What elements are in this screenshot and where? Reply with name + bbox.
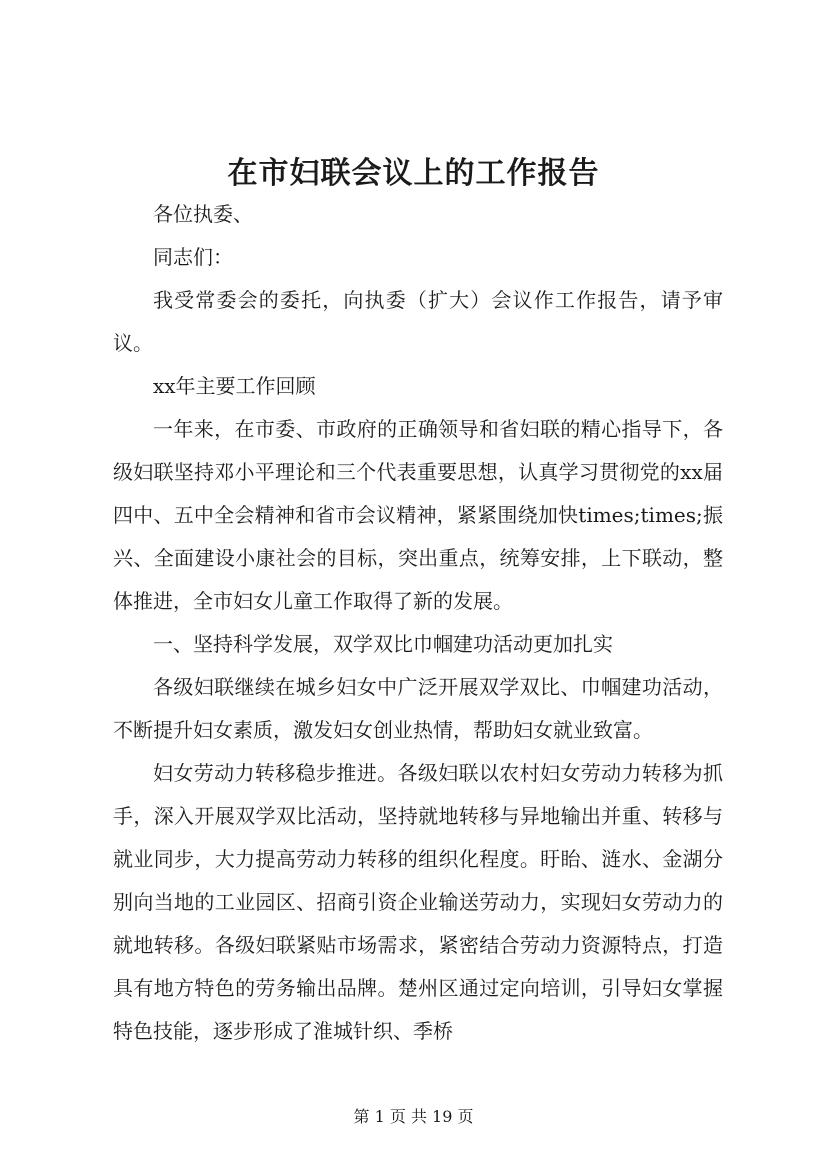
body-paragraph: 妇女劳动力转移稳步推进。各级妇联以农村妇女劳动力转移为抓手，深入开展双学双比活动，坚持就地转移与异地输出并重、转移与就业同步，大力提高劳动力转移的组织化程度。盱眙、涟水、金湖分别向当地的工业园区、招商引资企业输送劳动力，实现妇女劳动力的就地转移。各级妇联紧贴市场需求，紧密结合劳动力资源特点，打造具有地方特色的劳务输出品牌。楚州区通过定向培训，引导妇女掌握特色技能，逐步形成了淮城针织、季桥 (113, 761, 723, 1043)
document-title: 在市妇联会议上的工作报告 (227, 156, 600, 191)
subsection-heading: 一、坚持科学发展，双学双比巾帼建功活动更加扎实 (153, 632, 613, 656)
document-body (113, 193, 723, 1053)
body-paragraph: 一年来，在市委、市政府的正确领导和省妇联的精心指导下，各级妇联坚持邓小平理论和三个代表重要思想，认真学习贯彻党的xx届四中、五中全会精神和省市会议精神，紧紧围绕加快times;times;振兴、全面建设小康社会的目标，突出重点，统筹安排，上下联动，整体推进，全市妇女儿童工作取得了新的发展。 (113, 417, 723, 613)
page-number: 第 1 页 共 19 页 (353, 1107, 474, 1126)
intro-paragraph: 我受常委会的委托，向执委（扩大）会议作工作报告，请予审议。 (113, 288, 723, 355)
salutation-line-1: 各位执委、 (153, 202, 253, 226)
section-heading: xx年主要工作回顾 (153, 374, 316, 398)
salutation-line-2: 同志们： (153, 245, 233, 269)
body-paragraph: 各级妇联继续在城乡妇女中广泛开展双学双比、巾帼建功活动，不断提升妇女素质，激发妇女创业热情，帮助妇女就业致富。 (113, 675, 723, 742)
